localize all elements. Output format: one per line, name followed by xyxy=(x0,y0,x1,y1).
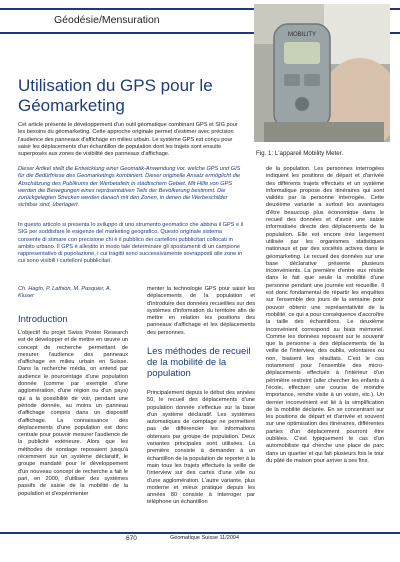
svg-text:MOBILITY: MOBILITY xyxy=(287,32,317,38)
heading-introduction: Introduction xyxy=(18,314,68,325)
journal-name: Géomatique Suisse 11/2004 xyxy=(170,535,239,541)
page-number: 670 xyxy=(126,535,137,542)
section-header: Géodésie/Mensuration xyxy=(54,14,160,26)
article-title: Utilisation du GPS pour le Géomarketing xyxy=(18,76,213,115)
abstract-german: Dieser Artikel stellt die Entwicklung einer Geomatik-Anwendung vor, welche GPS und GIS für die Bedürfnisse des Geomarketings kombiniert. Dieser originelle Ansatz ermöglicht die Abschätzung des Publikums der Werbetafeln in städtischem Gebiet. Mit Hilfe von GPS werden die Bewegungen eines repräsentativen Teils der Bevölkerung bestimmt. Die zurückgelegten Strecken werden danach mit den Zonen, in denen die Werbeschilder sichtbar sind, überlagert. xyxy=(18,166,241,209)
gps-device-photo xyxy=(254,4,390,142)
column-1-body: L'objectif du projet Swiss Poster Research est de développer et de mettre en œuvre un concept de recherche permettant de mesurer l'audience des panneaux d'affichage en milieu urbain en Suisse. Dans la recherche média, on entend par audience le pourcentage d'une population donnée (comme par exemple d'une agglomération, d'une région ou d'un pays) qui a la possibilité de voir, pendant une période donnée, au moins un panneau d'affichage compris dans un dispositif d'affichage. La connaissance des déplacements d'une population est donc centrale pour pouvoir mesurer l'audience de la publicité extérieure. Alors que les méthodes de sondage reposaient jusqu'à récemment sur un système déclaratif, le groupe mandaté pour le développement d'un nouveau concept de recherche a fait le pari, en 2000, d'utiliser des systèmes passifs de saisie de la mobilité de la population et d'expérimenter xyxy=(18,330,128,497)
figure-photo xyxy=(254,4,390,142)
authors: Ch. Hagin, P. Lathion, M. Pasquier, A. Kluser xyxy=(18,286,112,300)
column-2-top: menter la technologie GPS pour saisir les déplacements de la population et d'introduire des données recueillies sur des systèmes d'information du territoire afin de mettre en relation les positions des panneaux d'affichage et les déplacements des personnes. xyxy=(147,286,255,336)
column-3-body: de la population. Les personnes interrogées indiquent les positions de départ et d'arrivée des différents trajets effectués et un système informatique propose des itinéraires qui sont validés par la personne interrogée. Cette deuxième variante a surtout les avantages d'être beaucoup plus économique dans le recueil des données et d'avoir une saisie informatisée directe des déplacements de la population. Elle est encore très largement utilisée par les organismes statistiques nationaux et par des sociétés actives dans le géomarketing. Le recueil des données sur une base déclarative présente plusieurs inconvénients. La première d'entre eux réside dans le fait que seule la mobilité d'une personne pendant une journée est recueillie. Il est donc fondamental de répartir les enquêtes sur l'ensemble des jours de la semaine pour pouvoir obtenir une représentativité de la mobilité, ce qui a pour conséquence d'accroître la taille des échantillons. Le deuxième inconvénient correspond au biais mémoriel. Comme les données reposent sur le souvenir que la personne a des déplacements de la veille de l'interview, des oublis, volontaires ou non, biaisent les résultats. C'est le cas notamment pour l'ensemble des micro-déplacements effectués à l'intérieur d'un périmètre restreint (aller chercher les enfants à l'école, effectuer une course de moindre importance, rendre visite à un voisin, etc.). Un dernier inconvénient est lié à la simplification de la mobilité déclarée. En se concentrant sur les positions de départ et d'arrivée et souvent sur une optimisation des itinéraires, différentes parties d'un déplacement pourront être oubliées. C'est typiquement le cas d'un automobiliste qui cherche une place de parc dans un quartier et qui fait plusieurs fois le tour du pâté de maison pour arriver à ses fins. xyxy=(266,166,384,464)
heading-methods: Les méthodes de recueil de la mobilité de la population xyxy=(147,346,251,379)
page-footer xyxy=(0,532,400,562)
abstract-italian: In questo articolo si presenta lo sviluppo di uno strumento geomatico che abbina il GPS e il SIG per soddisfare le esigenze del marketing geografico. Questo originale sistema consente di stimare con precisione chi è il pubblico dei cartelloni pubblicitari collocati in ambito urbano. Il GPS è allestito in modo tale determinare gli spostamenti di un campione rappresentativo di popolazione, i cui tragitti sono successivamente sovrapposti alle zone in cui sono visibili i cartelloni pubblicitari. xyxy=(18,222,244,265)
figure-caption: Fig. 1: L'appareil Mobility Meter. xyxy=(256,150,344,157)
intro-french: Cet article présente le développement d'un outil géomatique combinant GPS et SIG pour les besoins du géomarketing. Cette approche originale permet d'estimer avec précision l'audience des panneaux d'affichage en milieu urbain. Le système GPS est conçu pour saisir les déplacements d'un échantillon de population dont les trajets sont ensuite superposés aux zones de visibilité des panneaux d'affichage. xyxy=(18,122,238,158)
footer-rule xyxy=(0,532,400,534)
column-2-body: Principalement depuis le début des années 50, le recueil des déplacements d'une population donnée s'effectue sur la base d'un système déclaratif. Les systèmes automatiques de comptage ne permettent pas de différencier les informations obtenues par groupe de population. Deux variantes principales sont utilisées. La première consiste à demander à un échantillon de la population de reporter à la main tous les trajets effectués la veille de l'interview sur des cartes d'une ville ou d'une agglomération. L'autre variante, plus moderne et mieux pratique depuis les années 80 consiste à interroger par téléphone un échantillon xyxy=(147,390,255,506)
